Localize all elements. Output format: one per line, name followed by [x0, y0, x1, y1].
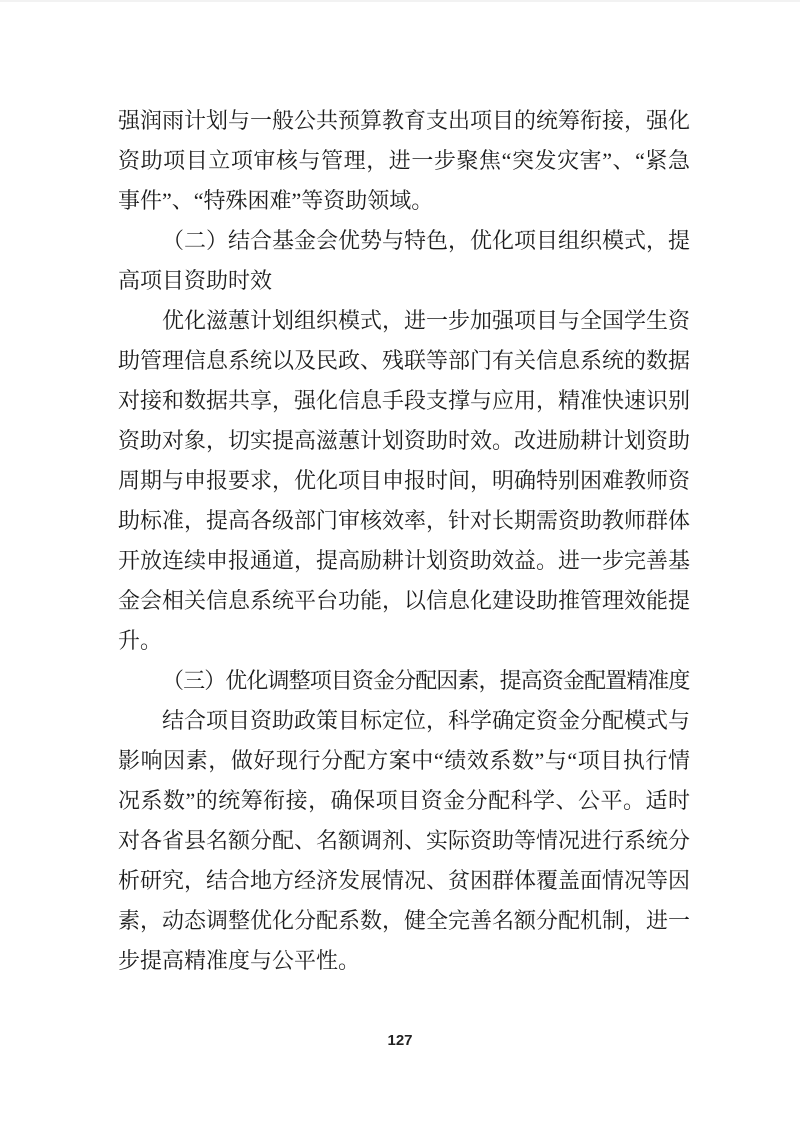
page-number: 127: [387, 1032, 413, 1049]
document-text-block: [118, 101, 690, 981]
section-heading-2: （二）结合基金会优势与特色，优化项目组织模式，提高项目资助时效: [118, 228, 691, 293]
paragraph-section-3: 结合项目资助政策目标定位，科学确定资金分配模式与影响因素，做好现行分配方案中“绩效系数”与“项目执行情况系数”的统筹衔接，确保项目资金分配科学、公平。适时对各省县名额分配、名额调剂、实际资助等情况进行系统分析研究，结合地方经济发展情况、贫困群体覆盖面情况等因素，动态调整优化分配系数，健全完善名额分配机制，进一步提高精准度与公平性。: [118, 708, 691, 973]
paragraph-section-2: 优化滋蕙计划组织模式，进一步加强项目与全国学生资助管理信息系统以及民政、残联等部门有关信息系统的数据对接和数据共享，强化信息手段支撑与应用，精准快速识别资助对象，切实提高滋蕙计划资助时效。改进励耕计划资助周期与申报要求，优化项目申报时间，明确特别困难教师资助标准，提高各级部门审核效率，针对长期需资助教师群体开放连续申报通道，提高励耕计划资助效益。进一步完善基金会相关信息系统平台功能，以信息化建设助推管理效能提升。: [118, 308, 691, 653]
paragraph-continuation: 强润雨计划与一般公共预算教育支出项目的统筹衔接，强化资助项目立项审核与管理，进一步聚焦“突发灾害”、“紧急事件”、“特殊困难”等资助领域。: [118, 108, 691, 213]
section-heading-3: （三）优化调整项目资金分配因素，提高资金配置精准度: [162, 668, 690, 693]
